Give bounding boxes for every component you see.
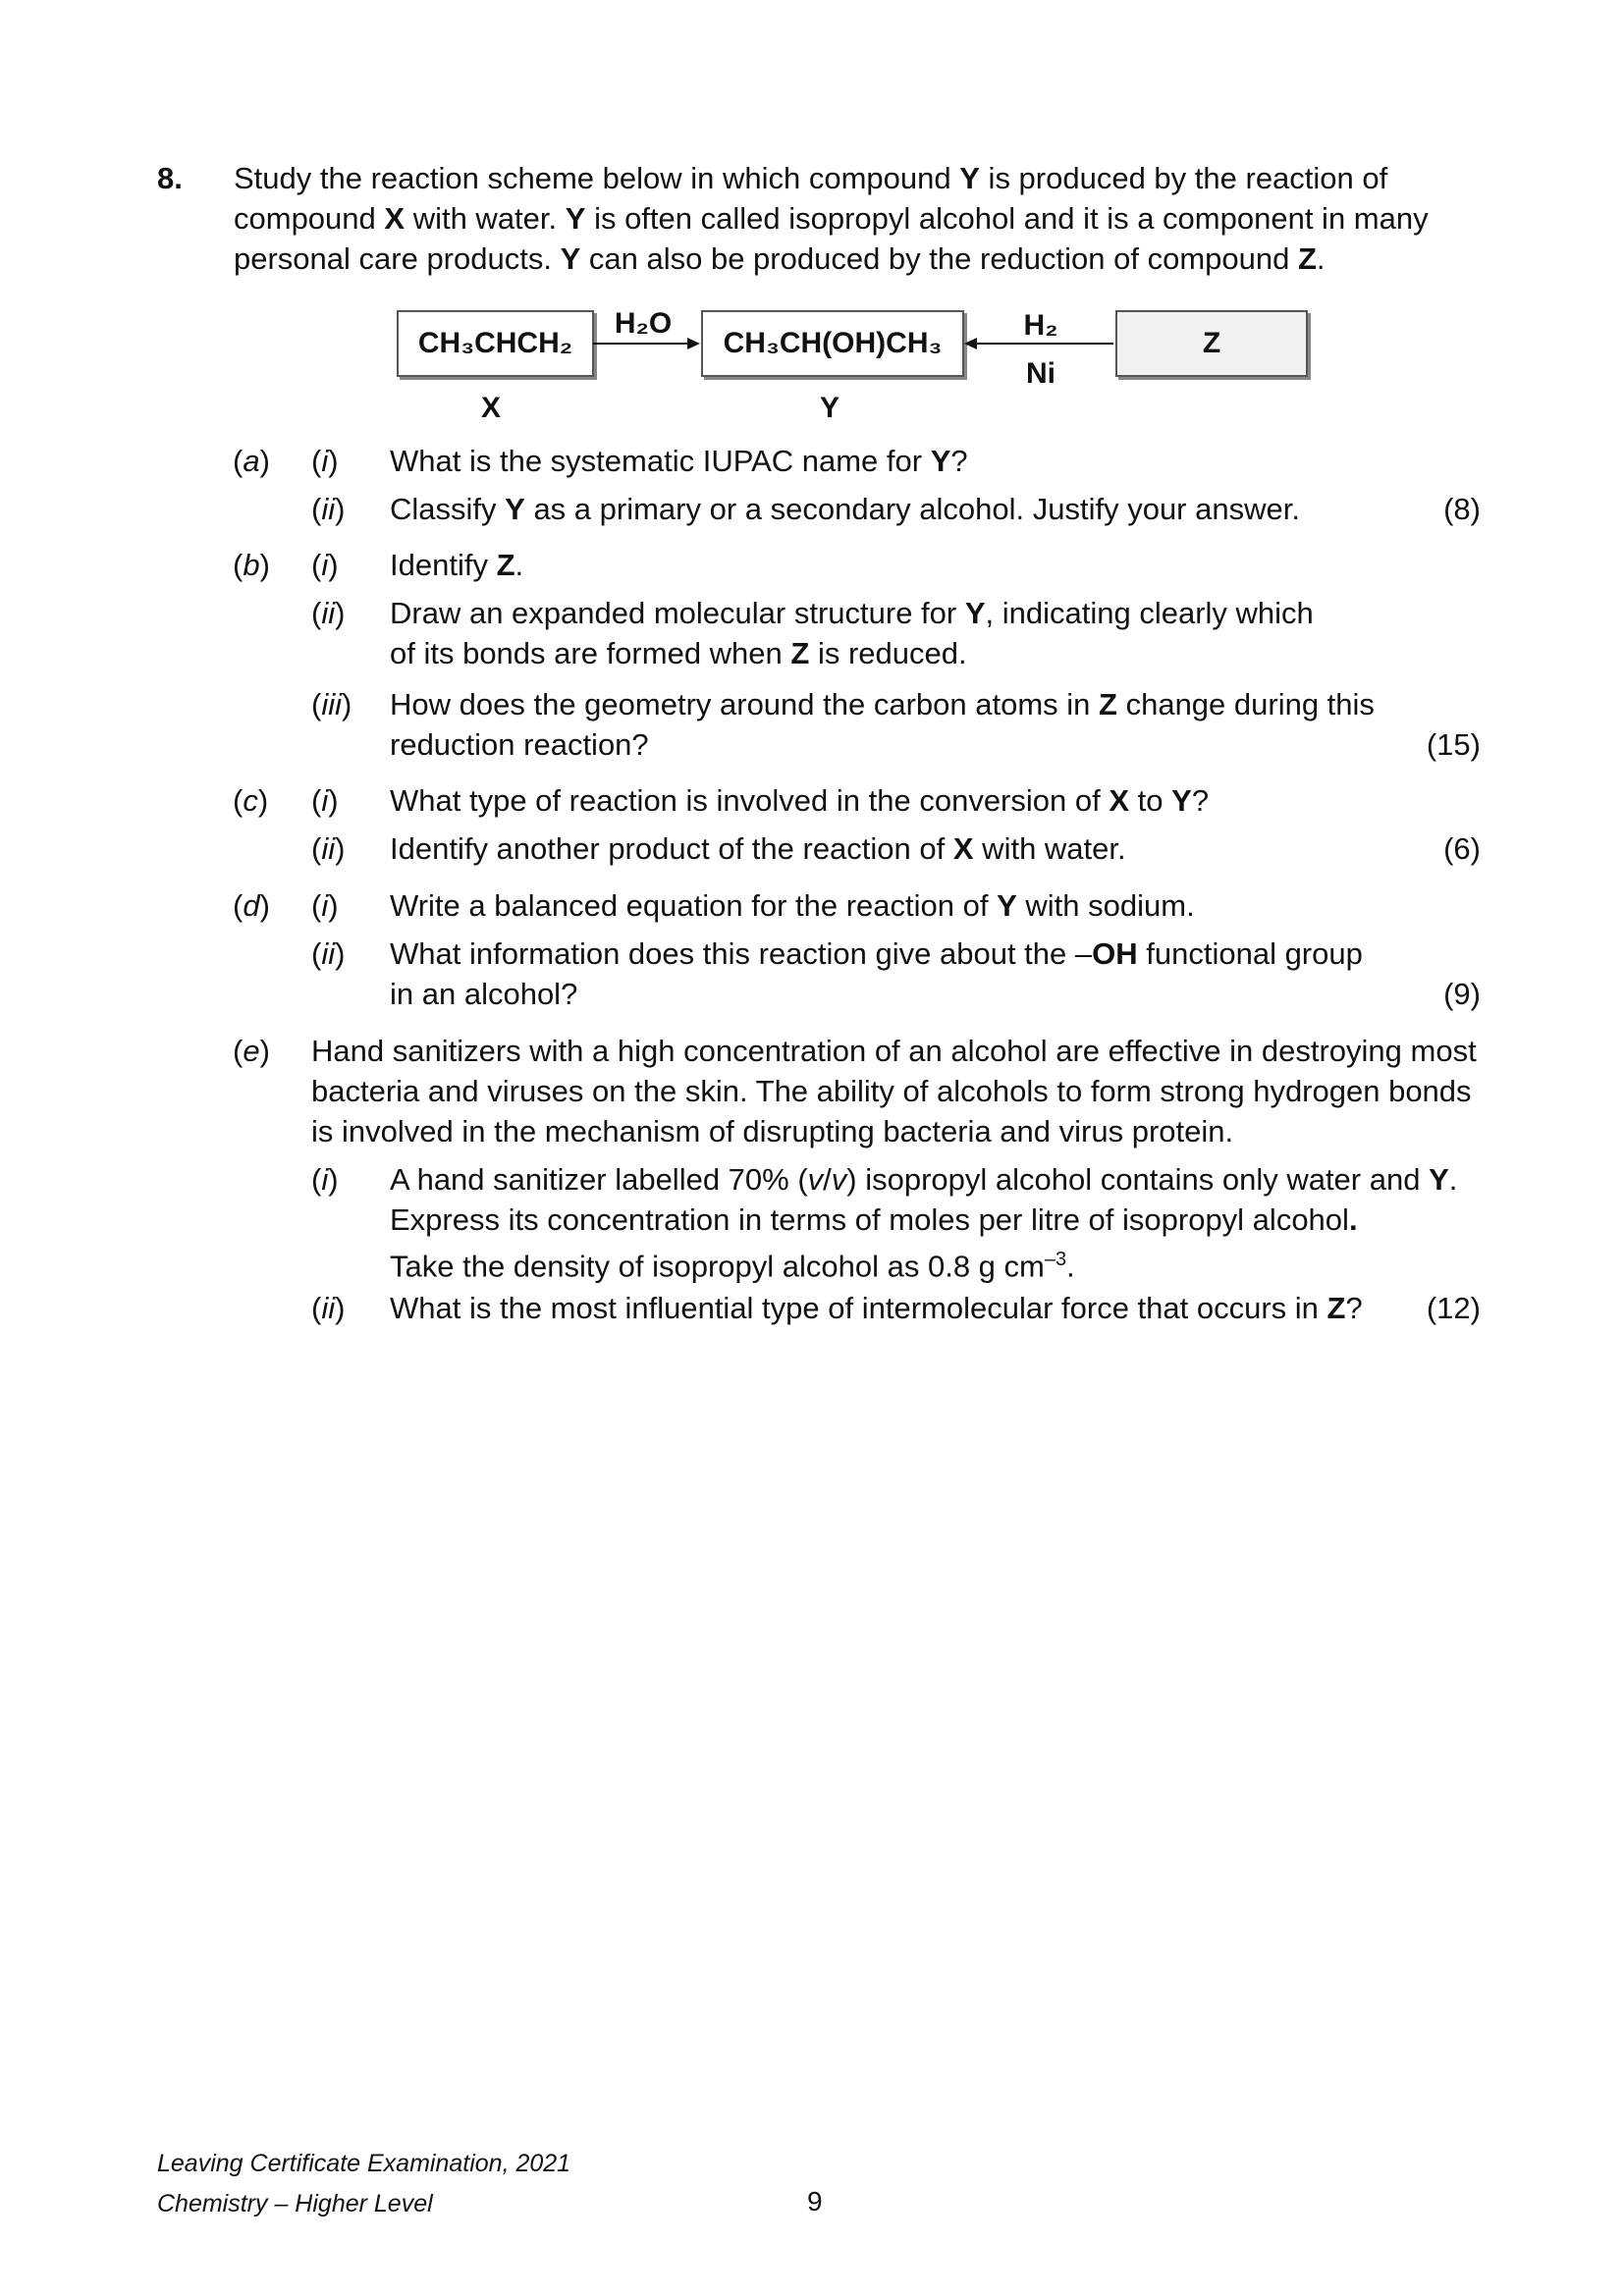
page-number: 9 <box>807 2186 823 2216</box>
question-text: What information does this reaction give about the –OH functional group <box>390 936 1363 971</box>
question-text: Express its concentration in terms of moles per litre of isopropyl alcohol. <box>390 1202 1358 1237</box>
reagent-water: H₂O <box>614 307 673 340</box>
label-x: X <box>480 392 501 424</box>
footer-subject: Chemistry – Higher Level <box>157 2190 433 2217</box>
question-number: 8. <box>157 161 183 195</box>
question-text: Draw an expanded molecular structure for Y, indicating clearly which <box>390 596 1314 630</box>
question-text: Write a balanced equation for the reaction of Y with sodium. <box>390 888 1195 923</box>
subpart-label: (i) <box>311 783 339 818</box>
question-text: reduction reaction? <box>390 727 649 762</box>
label-y: Y <box>819 392 839 424</box>
footer-exam-title: Leaving Certificate Examination, 2021 <box>157 2150 571 2177</box>
intro-line: Study the reaction scheme below in which compound Y is produced by the reaction of <box>234 161 1388 195</box>
marks: (8) <box>1443 492 1481 526</box>
subpart-label: (i) <box>311 548 339 582</box>
part-label: (a) <box>233 444 270 478</box>
question-text: What is the most influential type of intermolecular force that occurs in Z? <box>390 1291 1363 1325</box>
intro-line: personal care products. Y can also be produced by the reduction of compound Z. <box>234 241 1326 276</box>
question-text: Hand sanitizers with a high concentration of an alcohol are effective in destroying most <box>311 1034 1477 1068</box>
question-text: in an alcohol? <box>390 977 578 1011</box>
part-label: (e) <box>233 1034 270 1068</box>
intro-line: compound X with water. Y is often called isopropyl alcohol and it is a component in many <box>234 201 1429 236</box>
subpart-label: (i) <box>311 1162 339 1197</box>
question-text: Classify Y as a primary or a secondary alcohol. Justify your answer. <box>390 492 1300 526</box>
subpart-label: (i) <box>311 888 339 923</box>
reagent-hydrogen: H₂ <box>1023 309 1058 342</box>
compound-z-box: Z <box>1115 310 1308 377</box>
marks: (15) <box>1426 727 1481 762</box>
subpart-label: (iii) <box>311 687 352 721</box>
question-text: Identify Z. <box>390 548 524 582</box>
question-text: is involved in the mechanism of disrupting bacteria and virus protein. <box>311 1114 1234 1148</box>
question-text: bacteria and viruses on the skin. The ability of alcohols to form strong hydrogen bonds <box>311 1074 1472 1108</box>
part-label: (b) <box>233 548 270 582</box>
subpart-label: (ii) <box>311 492 346 526</box>
subpart-label: (ii) <box>311 831 346 866</box>
marks: (12) <box>1426 1291 1481 1325</box>
question-text: of its bonds are formed when Z is reduced. <box>390 636 967 670</box>
compound-y-box: CH₃CH(OH)CH₃ <box>701 310 964 377</box>
subpart-label: (i) <box>311 444 339 478</box>
question-text: A hand sanitizer labelled 70% (v/v) isopropyl alcohol contains only water and Y. <box>390 1162 1458 1197</box>
question-text: What is the systematic IUPAC name for Y? <box>390 444 968 478</box>
part-label: (c) <box>233 783 269 818</box>
reagent-nickel-catalyst: Ni <box>1026 357 1056 390</box>
marks: (9) <box>1443 977 1481 1011</box>
question-text: Take the density of isopropyl alcohol as 0.8 g $cm^{-3}$. <box>390 1249 1075 1284</box>
part-label: (d) <box>233 888 270 923</box>
compound-x-box: CH₃CHCH₂ <box>397 310 594 377</box>
question-text: What type of reaction is involved in the conversion of X to Y? <box>390 783 1210 818</box>
question-text: Identify another product of the reaction of X with water. <box>390 831 1126 866</box>
subpart-label: (ii) <box>311 936 346 971</box>
question-text: How does the geometry around the carbon atoms in Z change during this <box>390 687 1375 721</box>
subpart-label: (ii) <box>311 1291 346 1325</box>
subpart-label: (ii) <box>311 596 346 630</box>
marks: (6) <box>1443 831 1481 866</box>
